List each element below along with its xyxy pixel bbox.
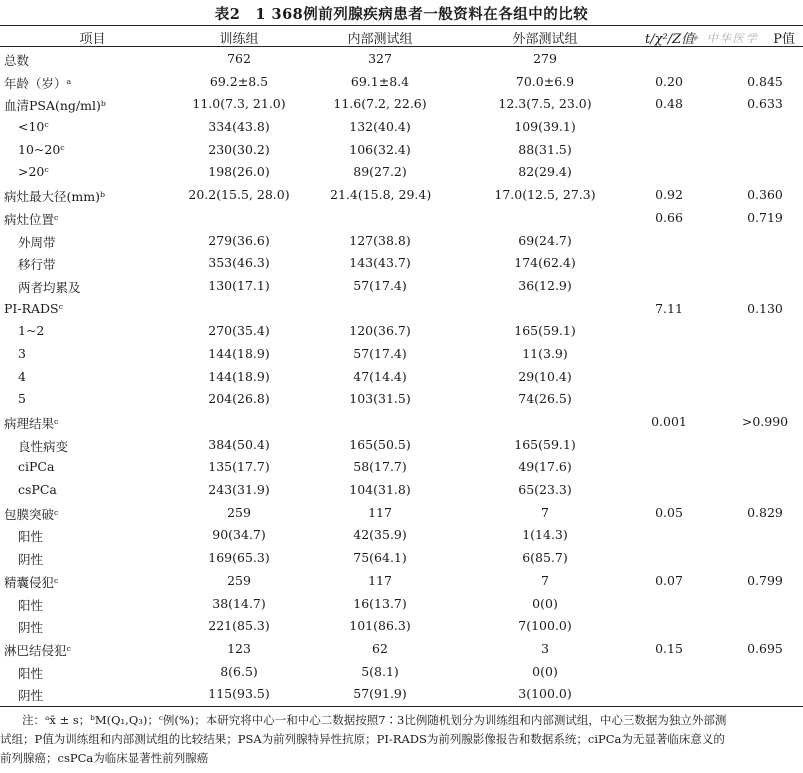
table-row: [0, 319, 803, 342]
cell-internal-test: 165(50.5): [349, 436, 411, 452]
table-header: [0, 26, 803, 46]
cell-p-value: 0.130: [747, 300, 783, 316]
cell-internal-test: 21.4(15.8, 29.4): [330, 187, 432, 203]
row-label: csPCa: [18, 482, 57, 498]
cell-training: 243(31.9): [208, 482, 270, 498]
header-statistic: t/χ²/Z值: [645, 32, 695, 47]
cell-internal-test: 57(17.4): [353, 345, 407, 361]
cell-internal-test: 11.6(7.2, 22.6): [333, 96, 427, 112]
cell-training: 115(93.5): [208, 686, 270, 702]
cell-external-test: 1(14.3): [522, 527, 568, 543]
table-row: [0, 138, 803, 161]
row-label: PI-RADSᶜ: [4, 300, 63, 316]
cell-training: 69.2±8.5: [209, 73, 269, 89]
cell-external-test: 165(59.1): [514, 436, 576, 452]
table-row: [0, 592, 803, 615]
table-row: [0, 410, 803, 433]
table-row: [0, 660, 803, 683]
row-label: 阳性: [18, 597, 44, 613]
cell-internal-test: 16(13.7): [353, 595, 407, 611]
cell-statistic: 0.48: [655, 96, 683, 112]
row-label: 阳性: [18, 529, 44, 545]
cell-training: 144(18.9): [208, 368, 270, 384]
cell-internal-test: 120(36.7): [349, 323, 411, 339]
table-row: [0, 365, 803, 388]
cell-statistic: 7.11: [655, 300, 683, 316]
cell-training: 353(46.3): [208, 255, 270, 271]
row-label: 3: [18, 345, 26, 361]
cell-external-test: 109(39.1): [514, 119, 576, 135]
note-line-3: 前列腺癌；csPCa为临床显著性前列腺癌: [0, 751, 209, 765]
header-training: 训练组: [219, 32, 259, 47]
cell-external-test: 12.3(7.5, 23.0): [498, 96, 592, 112]
cell-internal-test: 101(86.3): [349, 618, 411, 634]
cell-p-value: 0.845: [747, 73, 783, 89]
cell-p-value: >0.990: [741, 414, 789, 429]
row-label: ciPCa: [18, 459, 55, 475]
cell-external-test: 70.0±6.9: [515, 73, 575, 89]
cell-external-test: 69(24.7): [518, 232, 572, 248]
row-label: 阴性: [18, 552, 44, 568]
table-row: [0, 501, 803, 524]
cell-training: 762: [227, 51, 251, 66]
table-row: [0, 229, 803, 252]
table-bottom-rule: [0, 706, 803, 707]
cell-p-value: 0.799: [747, 572, 783, 588]
cell-external-test: 0(0): [532, 595, 558, 611]
table-row: [0, 183, 803, 206]
cell-internal-test: 143(43.7): [349, 255, 411, 271]
cell-external-test: 0(0): [532, 663, 558, 679]
row-label: 5: [18, 391, 26, 407]
cell-external-test: 88(31.5): [518, 141, 572, 157]
cell-internal-test: 117: [368, 572, 392, 588]
cell-external-test: 3: [541, 640, 549, 656]
row-label: 病理结果ᶜ: [4, 416, 59, 431]
cell-training: 221(85.3): [208, 618, 270, 634]
table-row: [0, 342, 803, 365]
cell-internal-test: 42(35.9): [353, 527, 407, 543]
table-body: [0, 47, 803, 705]
cell-training: 135(17.7): [208, 459, 270, 475]
table-row: [0, 455, 803, 478]
row-label: 包膜突破ᶜ: [4, 506, 59, 522]
table-row: [0, 47, 803, 70]
note-line-1: 注：ᵃx̄ ± s；ᵇM(Q₁,Q₃)；ᶜ例(%)；本研究将中心一和中心二数据按照7∶3比例随机划分为训练组和内部测试组，中心三数据为独立外部测: [22, 713, 727, 727]
table-note: [0, 711, 800, 768]
table-row: [0, 70, 803, 93]
cell-statistic: 0.20: [655, 73, 683, 89]
row-label: 阴性: [18, 620, 44, 636]
table-row: [0, 523, 803, 546]
cell-statistic: 0.07: [655, 572, 683, 588]
cell-internal-test: 104(31.8): [349, 482, 411, 498]
cell-internal-test: 58(17.7): [353, 459, 407, 475]
cell-external-test: 165(59.1): [514, 323, 576, 339]
table-row: [0, 569, 803, 592]
cell-training: 144(18.9): [208, 345, 270, 361]
cell-internal-test: 47(14.4): [353, 368, 407, 384]
table-row: [0, 297, 803, 320]
cell-training: 384(50.4): [208, 436, 270, 452]
cell-training: 123: [227, 640, 251, 656]
table-row: [0, 478, 803, 501]
cell-statistic: 0.15: [655, 640, 683, 656]
table-row: [0, 251, 803, 274]
table-row: [0, 614, 803, 637]
header-p-value: P值: [773, 32, 795, 47]
cell-training: 259: [227, 572, 251, 588]
row-label: 10~20ᶜ: [18, 141, 65, 157]
row-label: 血清PSA(ng/ml)ᵇ: [4, 98, 106, 114]
cell-training: 90(34.7): [212, 527, 266, 543]
cell-statistic: 0.66: [655, 209, 683, 225]
row-label: 良性病变: [18, 438, 69, 454]
table-row: [0, 682, 803, 705]
cell-external-test: 17.0(12.5, 27.3): [494, 187, 596, 203]
cell-p-value: 0.719: [747, 209, 783, 225]
cell-p-value: 0.633: [747, 96, 783, 112]
row-label: 阴性: [18, 688, 44, 704]
cell-external-test: 36(12.9): [518, 277, 572, 293]
cell-training: 270(35.4): [208, 323, 270, 339]
row-label: 淋巴结侵犯ᶜ: [4, 642, 71, 658]
table-row: [0, 387, 803, 410]
table-row: [0, 433, 803, 456]
cell-statistic: 0.92: [655, 187, 683, 203]
header-item: 项目: [79, 32, 106, 47]
cell-training: 230(30.2): [208, 141, 270, 157]
cell-internal-test: 127(38.8): [349, 232, 411, 248]
row-label: 病灶最大径(mm)ᵇ: [4, 189, 105, 205]
row-label: 外周带: [18, 234, 56, 250]
cell-internal-test: 117: [368, 504, 392, 520]
cell-statistic: 0.05: [655, 504, 683, 520]
cell-internal-test: 57(91.9): [353, 686, 407, 702]
row-label: 4: [18, 368, 26, 384]
table-row: [0, 274, 803, 297]
cell-training: 279(36.6): [208, 232, 270, 248]
row-label: >20ᶜ: [18, 164, 49, 180]
table-row: [0, 115, 803, 138]
cell-internal-test: 89(27.2): [353, 164, 407, 180]
cell-training: 169(65.3): [208, 550, 270, 566]
watermark-logo: ✦ 中华医学: [690, 32, 759, 45]
cell-training: 204(26.8): [208, 391, 270, 407]
cell-internal-test: 106(32.4): [349, 141, 411, 157]
cell-external-test: 3(100.0): [518, 686, 572, 702]
table-row: [0, 546, 803, 569]
cell-external-test: 7: [541, 504, 549, 520]
row-label: 1~2: [18, 323, 45, 339]
note-line-2: 试组；P值为训练组和内部测试组的比较结果；PSA为前列腺特异性抗原；PI-RADS为前列腺影像报告和数据系统；ciPCa为无显著临床意义的: [0, 732, 725, 746]
cell-external-test: 11(3.9): [522, 345, 568, 361]
cell-external-test: 7: [541, 572, 549, 588]
cell-internal-test: 57(17.4): [353, 277, 407, 293]
row-label: 精囊侵犯ᶜ: [4, 574, 59, 590]
row-label: 移行带: [18, 257, 56, 273]
cell-internal-test: 62: [372, 640, 388, 656]
cell-external-test: 49(17.6): [518, 459, 572, 475]
cell-training: 8(6.5): [220, 663, 258, 679]
table-row: [0, 637, 803, 660]
row-label: 阳性: [18, 665, 44, 681]
cell-external-test: 174(62.4): [514, 255, 576, 271]
row-label: 年龄（岁）ᵃ: [4, 75, 72, 91]
cell-internal-test: 5(8.1): [361, 663, 399, 679]
header-internal-test: 内部测试组: [347, 32, 413, 47]
cell-external-test: 74(26.5): [518, 391, 572, 407]
cell-internal-test: 75(64.1): [353, 550, 407, 566]
cell-p-value: 0.695: [747, 640, 783, 656]
table-title: 表2 1 368例前列腺疾病患者一般资料在各组中的比较: [214, 6, 589, 23]
header-external-test: 外部测试组: [512, 32, 578, 47]
cell-training: 334(43.8): [208, 119, 270, 135]
cell-statistic: 0.001: [651, 414, 687, 429]
table-row: [0, 160, 803, 183]
cell-internal-test: 327: [368, 51, 392, 66]
cell-external-test: 7(100.0): [518, 618, 572, 634]
cell-training: 11.0(7.3, 21.0): [192, 96, 286, 112]
row-label: 病灶位置ᶜ: [4, 211, 59, 227]
cell-external-test: 65(23.3): [518, 482, 572, 498]
row-label: 总数: [4, 53, 30, 68]
cell-internal-test: 132(40.4): [349, 119, 411, 135]
table-row: [0, 206, 803, 229]
table-row: [0, 92, 803, 115]
cell-p-value: 0.360: [747, 187, 783, 203]
cell-training: 130(17.1): [208, 277, 270, 293]
cell-external-test: 29(10.4): [518, 368, 572, 384]
cell-training: 38(14.7): [212, 595, 266, 611]
cell-training: 20.2(15.5, 28.0): [188, 187, 290, 203]
row-label: 两者均累及: [18, 279, 81, 295]
cell-training: 198(26.0): [208, 164, 270, 180]
cell-training: 259: [227, 504, 251, 520]
cell-internal-test: 69.1±8.4: [350, 73, 410, 89]
row-label: <10ᶜ: [18, 119, 49, 135]
cell-p-value: 0.829: [747, 504, 783, 520]
cell-internal-test: 103(31.5): [349, 391, 411, 407]
cell-external-test: 6(85.7): [522, 550, 568, 566]
cell-external-test: 279: [533, 51, 557, 66]
cell-external-test: 82(29.4): [518, 164, 572, 180]
